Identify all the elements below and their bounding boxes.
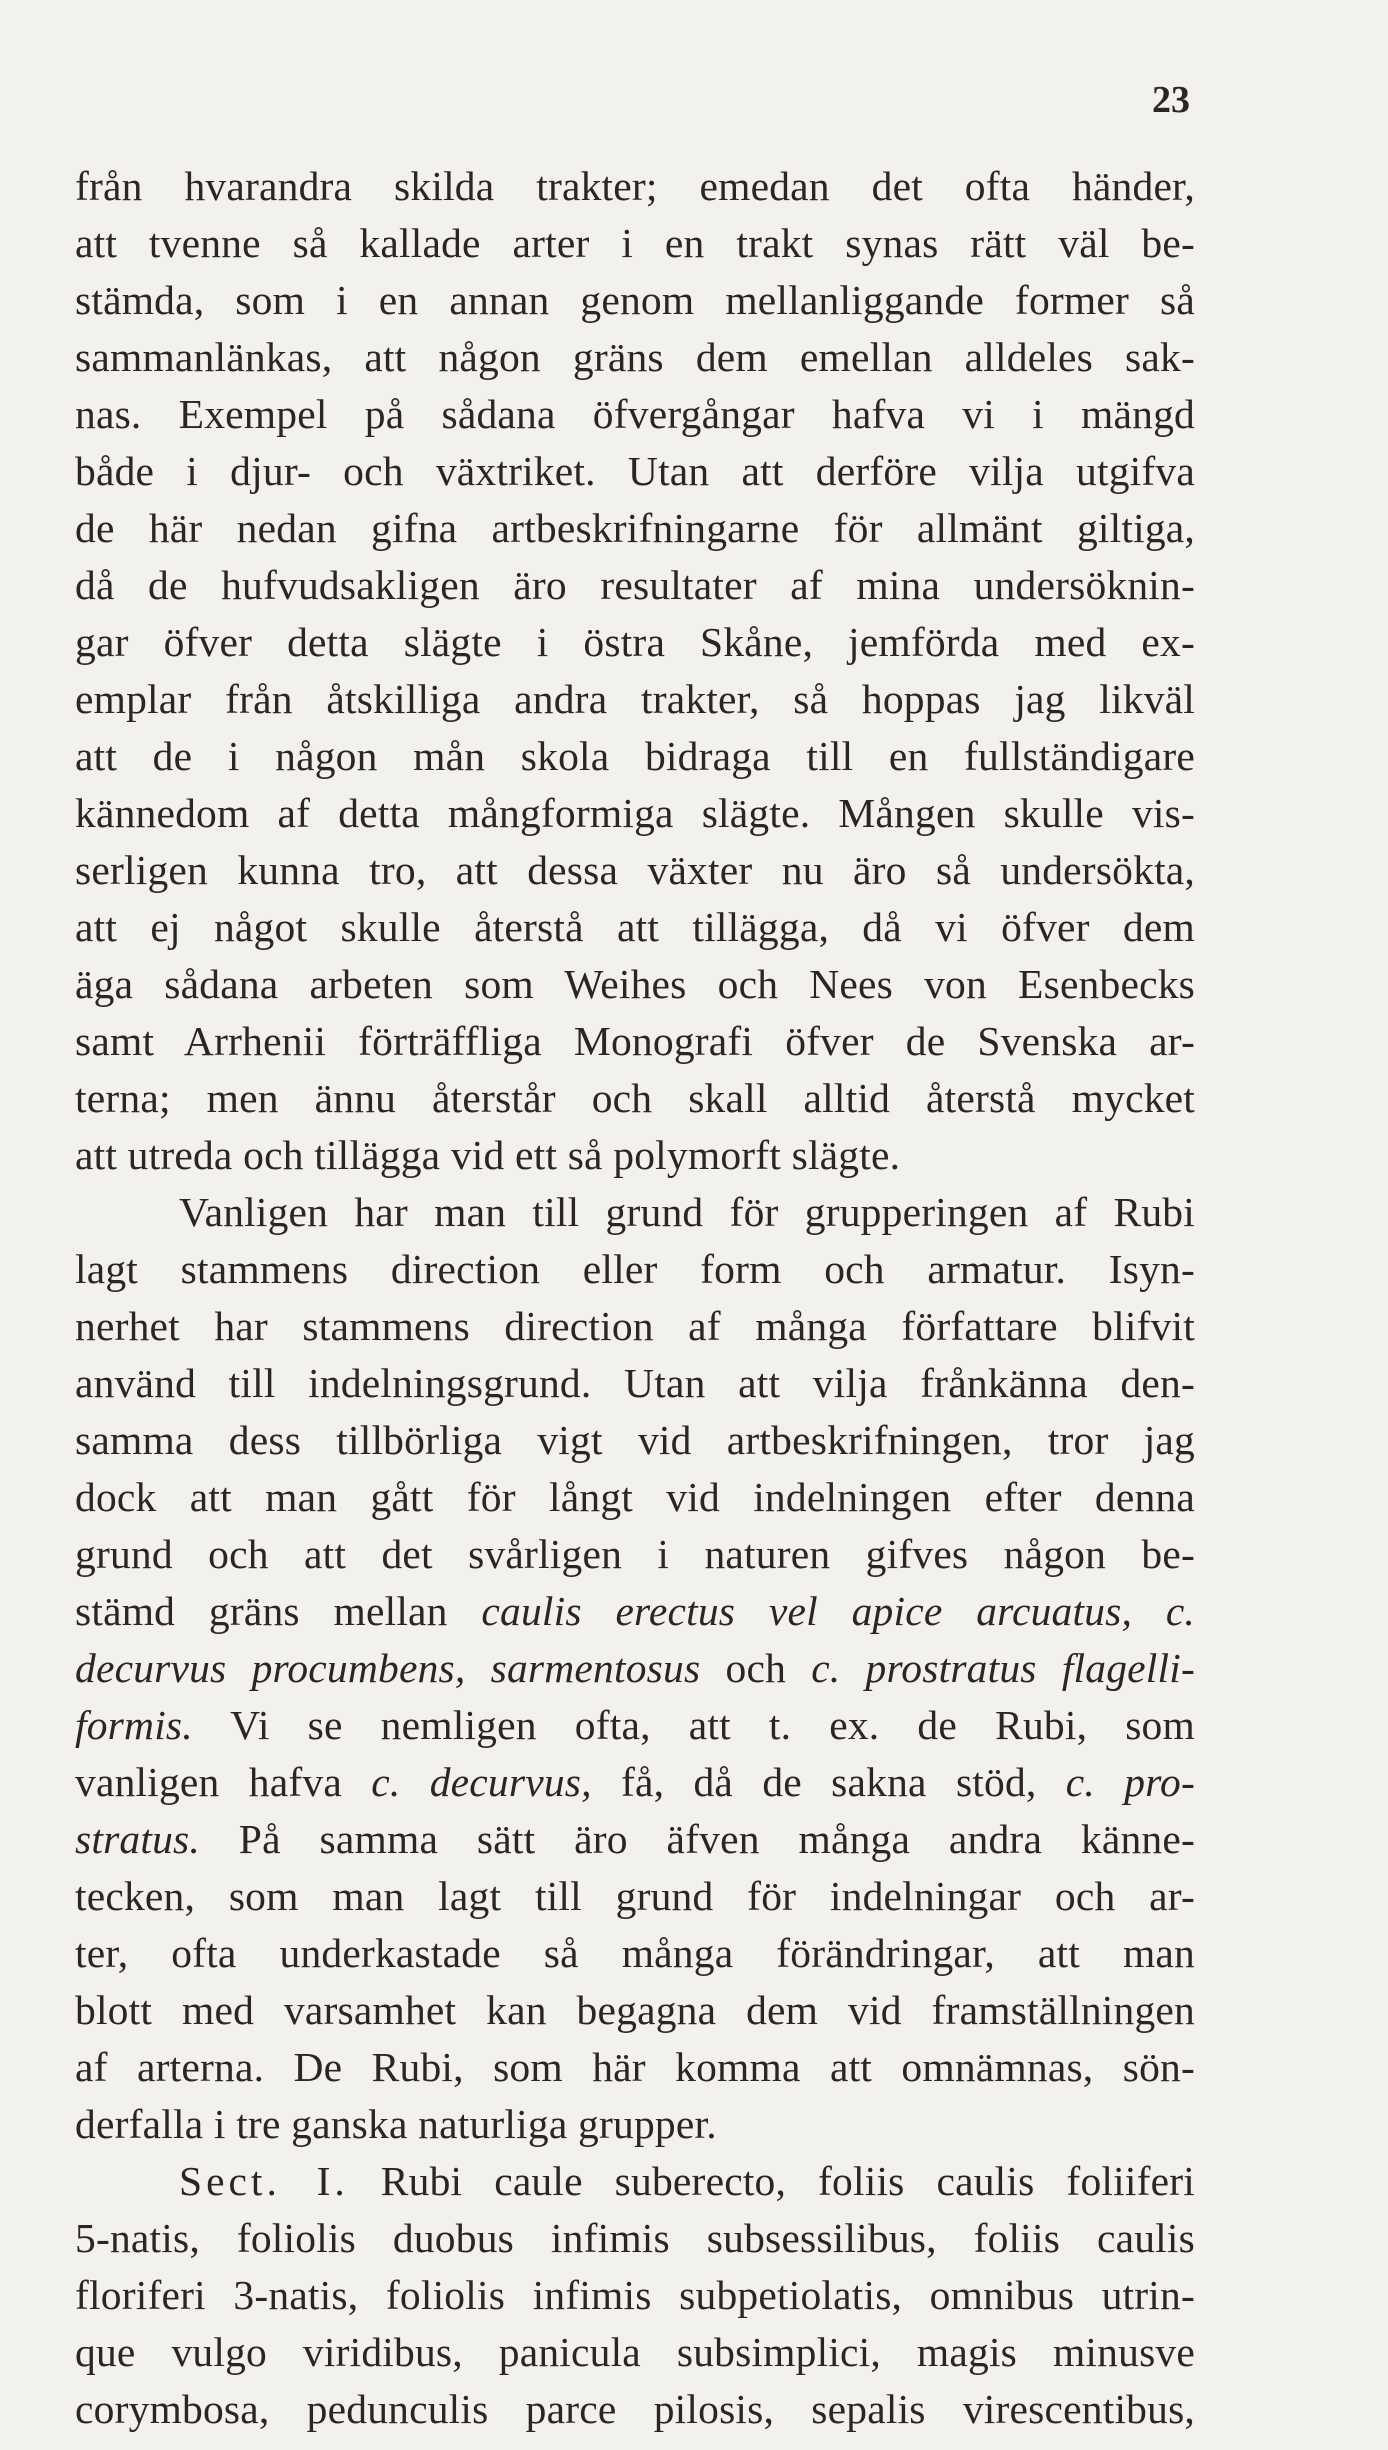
text-line (75, 671, 1195, 728)
text-segment: af arterna. De Rubi, som här komma att omnämnas, sön- (75, 2044, 1195, 2090)
text-line (75, 899, 1195, 956)
text-segment: få, då de sakna stöd, (591, 1759, 1066, 1805)
text-line (75, 215, 1195, 272)
text-line (75, 272, 1195, 329)
text-segment: emplar från åtskilliga andra trakter, så hoppas jag likväl (75, 676, 1195, 722)
text-line (75, 1697, 1195, 1754)
text-segment: gar öfver detta slägte i östra Skåne, jemförda med ex- (75, 619, 1195, 665)
text-segment: terna; men ännu återstår och skall alltid återstå mycket (75, 1075, 1195, 1121)
text-segment: använd till indelningsgrund. Utan att vilja frånkänna den- (75, 1360, 1195, 1406)
text-segment: corymbosa, pedunculis parce pilosis, sepalis virescentibus, (75, 2386, 1195, 2432)
text-segment: sammanlänkas, att någon gräns dem emellan alldeles sak- (75, 334, 1195, 380)
text-segment: både i djur- och växtriket. Utan att derföre vilja utgifva (75, 448, 1195, 494)
text-segment: grund och att det svårligen i naturen gifves någon be- (75, 1531, 1195, 1577)
text-segment: Vanligen har man till grund för grupperingen af Rubi (179, 1189, 1195, 1235)
text-segment: dock att man gått för långt vid indelningen efter denna (75, 1474, 1195, 1520)
text-line (75, 1469, 1195, 1526)
text-line (75, 2210, 1195, 2267)
text-segment: derfalla i tre ganska naturliga grupper. (75, 2101, 717, 2147)
text-line (75, 2381, 1195, 2438)
text-line (75, 1526, 1195, 1583)
text-segment: På samma sätt äro äfven många andra känne- (200, 1816, 1195, 1862)
text-segment: kännedom af detta mångformiga slägte. Mången skulle vis- (75, 790, 1195, 836)
text-line (75, 443, 1195, 500)
text-line (75, 2039, 1195, 2096)
text-line (75, 2324, 1195, 2381)
text-segment: que vulgo viridibus, panicula subsimplici, magis minusve (75, 2329, 1195, 2375)
text-segment: stämd gräns mellan (75, 1588, 482, 1634)
text-line (75, 158, 1195, 215)
italic-text: c. decurvus, (371, 1759, 592, 1805)
text-segment: då de hufvudsakligen äro resultater af mina undersöknin- (75, 562, 1195, 608)
text-line (75, 1811, 1195, 1868)
text-segment: nerhet har stammens direction af många författare blifvit (75, 1303, 1195, 1349)
italic-text: c. pro- (1065, 1759, 1196, 1805)
text-segment: Vi se nemligen ofta, att t. ex. de Rubi, som (192, 1702, 1195, 1748)
text-line (75, 2153, 1195, 2210)
text-segment: att utreda och tillägga vid ett så polymorft slägte. (75, 1132, 901, 1178)
text-line (75, 1925, 1195, 1982)
text-line (75, 1013, 1195, 1070)
text-line (75, 2096, 1195, 2153)
text-line (75, 2267, 1195, 2324)
text-line (75, 1583, 1195, 1640)
text-line (75, 1184, 1195, 1241)
text-segment: att tvenne så kallade arter i en trakt synas rätt väl be- (75, 220, 1195, 266)
page-number: 23 (1152, 79, 1190, 121)
text-line (75, 1241, 1195, 1298)
text-line (75, 557, 1195, 614)
text-line (75, 1127, 1195, 1184)
italic-text: formis. (75, 1702, 193, 1748)
text-segment: samma dess tillbörliga vigt vid artbeskrifningen, tror jag (75, 1417, 1195, 1463)
text-segment: serligen kunna tro, att dessa växter nu äro så undersökta, (75, 847, 1195, 893)
text-line (75, 728, 1195, 785)
text-segment: floriferi 3-natis, foliolis infimis subpetiolatis, omnibus utrin- (75, 2272, 1195, 2318)
text-segment: blott med varsamhet kan begagna dem vid framställningen (75, 1987, 1195, 2033)
text-segment: ter, ofta underkastade så många förändringar, att man (75, 1930, 1195, 1976)
italic-text: decurvus procumbens, sarmentosus (75, 1645, 701, 1691)
text-line (75, 1070, 1195, 1127)
italic-text: c. prostratus flagelli- (811, 1645, 1196, 1691)
text-line (75, 500, 1195, 557)
spaced-text: Sect. I. (179, 2158, 349, 2204)
text-line (75, 614, 1195, 671)
text-segment: att de i någon mån skola bidraga till en fullständigare (75, 733, 1195, 779)
text-segment: nas. Exempel på sådana öfvergångar hafva vi i mängd (75, 391, 1195, 437)
text-segment: tecken, som man lagt till grund för indelningar och ar- (75, 1873, 1195, 1919)
text-line (75, 1868, 1195, 1925)
text-line (75, 1412, 1195, 1469)
text-segment: samt Arrhenii förträffliga Monografi öfver de Svenska ar- (75, 1018, 1195, 1064)
text-line (75, 1640, 1195, 1697)
text-line (75, 1355, 1195, 1412)
italic-text: caulis erectus vel apice arcuatus, c. (481, 1588, 1196, 1634)
text-line (75, 329, 1195, 386)
text-line (75, 785, 1195, 842)
text-segment: 5-natis, foliolis duobus infimis subsessilibus, foliis caulis (75, 2215, 1195, 2261)
text-segment: vanligen hafva (75, 1759, 372, 1805)
text-line (75, 842, 1195, 899)
text-segment: Rubi caule suberecto, foliis caulis foliiferi (348, 2158, 1195, 2204)
body-text (75, 158, 1195, 2438)
text-line (75, 386, 1195, 443)
text-segment: från hvarandra skilda trakter; emedan det ofta händer, (75, 163, 1195, 209)
text-segment: stämda, som i en annan genom mellanliggande former så (75, 277, 1195, 323)
text-segment: att ej något skulle återstå att tillägga, då vi öfver dem (75, 904, 1195, 950)
text-line (75, 1982, 1195, 2039)
italic-text: stratus. (75, 1816, 200, 1862)
text-line (75, 1298, 1195, 1355)
text-line (75, 956, 1195, 1013)
text-segment: äga sådana arbeten som Weihes och Nees von Esenbecks (75, 961, 1195, 1007)
text-line (75, 1754, 1195, 1811)
text-segment: de här nedan gifna artbeskrifningarne för allmänt giltiga, (75, 505, 1195, 551)
text-segment: och (700, 1645, 812, 1691)
text-segment: lagt stammens direction eller form och armatur. Isyn- (75, 1246, 1195, 1292)
